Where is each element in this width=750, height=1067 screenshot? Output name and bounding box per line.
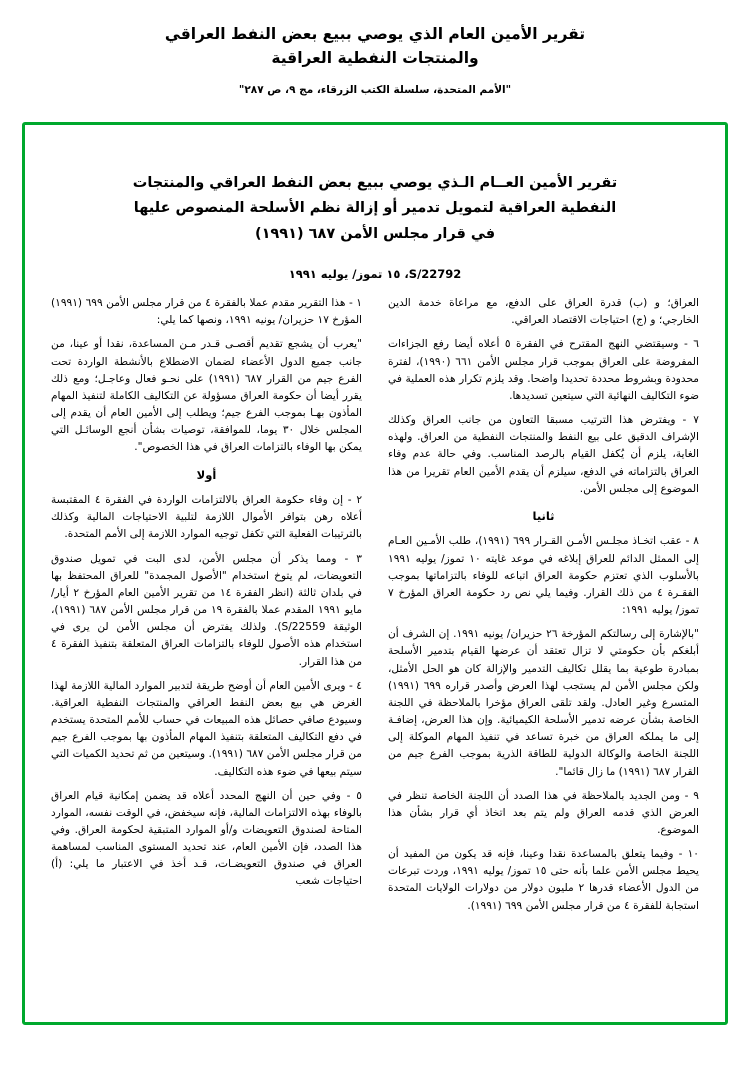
paragraph-4: ٤ - ويرى الأمين العام أن أوضح طريقة لتدبير الموارد المالية اللازمة لهذا الغرض هي بيع بعض النفط العراقي والمنتجات النفطية العراقية. وسيودع صافي حصائل هذه المبيعات في حساب للأمم المتحدة يستخدم في دفع التكاليف المتعلقة بتنفيذ المهام المأذون بها بموجب الفرع جيم من قرار مجلس الأمن ٦٨٧ (١٩٩١). وسيتعين من ثم تحديد الكميات التي سيتم بيعها في ضوء هذه التكاليف. — [51, 679, 362, 778]
header-source-citation: "الأمم المتحدة، سلسلة الكتب الزرقاء، مج ٩، ص ٢٨٧" — [238, 84, 512, 97]
iraq-government-reply-quote: "بالإشارة إلى رسالتكم المؤرخة ٢٦ حزيران/ يونيه ١٩٩١. إن الشرف أن أبلغكم بأن حكومتي لا تزال تعتقد أن عرضها القيام بتدمير الأسلحة بمبادرة طوعية بما يقلل تكاليف التدمير والإزالة كان هو الحل الأمثل، ولكن مجلس الأمن لم يستجب لهذا العرض وأصدر قراره ٦٩٩ (١٩٩١) المتسرع وغير العادل. ولقد تلقى العراق مؤخرا بالملاحظة في اللجنة الخاصة بشأن عرضه تدمير الأسلحة الكيميائية. وإن هذا العرض، إضافـة إلى ما يملكه العراق من خبرة تساعد في تنفيذ المهام الموكلة إلى اللجنة الخاصة والوكالة الدولية للطاقة الذرية بموجب الفرع جيم من القرار ٦٨٧ (١٩٩١) ما زال قائما". — [388, 628, 699, 778]
report-title-line-2: النفطية العراقية لتمويل تدمير أو إزالة نظم الأسلحة المنصوص عليها — [133, 200, 617, 217]
header-title-line-2: والمنتجات النفطية العراقية — [271, 49, 479, 68]
report-title-line-3: في قرار مجلس الأمن ٦٨٧ (١٩٩١) — [254, 225, 496, 242]
frame-inner — [25, 125, 725, 1022]
paragraph-10: ١٠ - وفيما يتعلق بالمساعدة نقدا وعينا، فإنه قد يكون من المفيد أن يحيط مجلس الأمن علما بأنه حتى ١٥ تموز/ يوليه ١٩٩١، وردت تبرعات من الدول الأعضاء قدرها ٢ مليون دولار من دولارات الولايات المتحدة استجابة للفقرة ٤ من قرار مجلس الأمن ٦٩٩ (١٩٩١). — [388, 848, 700, 912]
document-number-and-date: S/22792، ١٥ تموز/ يوليه ١٩٩١ — [288, 267, 462, 282]
report-title-line-1: تقرير الأمين العــام الـذي يوصي ببيع بعض النفط العراقي والمنتجات — [132, 175, 618, 191]
paragraph-1: ١ - هذا التقرير مقدم عملا بالفقرة ٤ من قرار مجلس الأمن ٦٩٩ (١٩٩١) المؤرخ ١٧ حزيران/ يونيه ١٩٩١، ونصها كما يلي: — [51, 297, 362, 327]
paragraph-3: ٣ - ومما يذكر أن مجلس الأمن، لدى البت في تمويل صندوق التعويضات، لم يتوخ استخدام "الأصول المجمدة" للعراق المحتفظ بها في بلدان ثالثة (انظر الفقرة ١٤ من تقرير الأمين العام المؤرخ ٢ أيار/ مايو ١٩٩١ المقدم عملا بالفقرة ١٩ من قرار مجلس الأمن ٦٨٧ (١٩٩١)، الوثيقة S/22559). ولذلك يفترض أن مجلس الأمن لن يرى في استخدام هذه الأصول للوفاء بالتزامات العراق المتعلقة بتنفيذ الفقرة ٤ من هذا القرار. — [51, 552, 363, 668]
paragraph-6: ٦ - وسيقتضي النهج المقترح في الفقرة ٥ أعلاه أيضا رفع الجزاءات المفروضة على العراق بموجب قرار مجلس الأمن ٦٦١ (١٩٩٠)، لفترة محدودة وبشروط محددة تحديدا واضحا. وقد يلزم تكرار هذه العملية في ضوء التكاليف النهائية التي سيتعين تسديدها. — [388, 338, 699, 402]
green-content-frame — [22, 122, 728, 1025]
document-header — [0, 0, 750, 98]
resolution-699-quote: "يعرب أن يشجع تقديم أقصـى قـدر مـن المساعدة، نقدا أو عينا، من جانب جميع الدول الأعضاء لضمان الاضطلاع بالأنشطة الواردة تحت الفرع جيم من القرار ٦٨٧ (١٩٩١) على نحـو فعال وعاجـل؛ ومع ذلك يقرر أيضا أن حكومة العراق مسؤولة عن التكاليف الكاملة لتنفيذ المهام المأذون بهـا بموجب الفرع جيم؛ ويطلب إلى الأمين العام أن يقدم إلى المجلس خلال ٣٠ يوما، للموافقة، توصيات بشأن أنجع الوسائـل التي يمكن بها الوفاء بالتزامات العراق في هذا الخصوص". — [51, 338, 362, 454]
section-heading-first: أولا — [196, 467, 217, 482]
paragraph-continuation-1: العراق؛ و (ب) قدرة العراق على الدفع، مع مراعاة خدمة الدين الخارجي؛ و (ج) احتياجات الاقتصاد العراقي. — [388, 297, 699, 327]
report-title — [51, 151, 699, 253]
paragraph-8: ٨ - عقب اتخـاذ مجلـس الأمـن القـرار ٦٩٩ (١٩٩١)، طلب الأمـين العـام إلى الممثل الدائم للعراق إبلاغه في موعد غايته ١٠ تموز/ يوليه ١٩٩١ بالأسلوب الذي تعتزم حكومة العراق اتباعه للوفاء بالتزاماتها بموجب الفقـرة ٤ من ذلك القرار. وفيما يلي نص رد حكومة العراق المؤرخ ٧ تموز/ يوليه ١٩٩١: — [388, 535, 700, 617]
paragraph-9: ٩ - ومن الجديد بالملاحظة في هذا الصدد أن اللجنة الخاصة تنظر في العرض الذي قدمه العراق ولم يتم بعد اتخاذ أي قرار بشأن هذا الموضوع. — [388, 789, 699, 836]
column-main — [51, 295, 362, 922]
header-title-line-1: تقرير الأمين العام الذي يوصي ببيع بعض النفط العراقي — [164, 25, 586, 43]
paragraph-5: ٥ - وفي حين أن النهج المحدد أعلاه قد يضمن إمكانية قيام العراق بالوفاء بهذه الالتزامات المالية، فإنه سيخفض، في الوقت نفسه، الموارد المتاحة لصندوق التعويضات و/أو الموارد المتبقية لحكومة العراق. وفي هذا الصدد، فإن الأمين العام، عند تحديد المستوى المناسب لمساهمة العراق في صندوق التعويضـات، قـد أخذ في الاعتبار ما يلي: (أ) احتياجات شعب — [51, 789, 362, 888]
paragraph-2: ٢ - إن وفاء حكومة العراق بالالتزامات الواردة في الفقرة ٤ المقتبسة أعلاه رهن بتوافر الأموال اللازمة لتلبية الاحتياجات المالية وكذلك بالترتيبات الفعلية التي تكفل توجيه الموارد اللازمة إلى الأمم المتحدة. — [51, 494, 363, 541]
section-heading-second: ثانيا — [532, 508, 555, 523]
two-column-body — [51, 295, 699, 922]
paragraph-7: ٧ - ويفترض هذا الترتيب مسبقا التعاون من جانب العراق وكذلك الإشراف الدقيق على بيع النفط والمنتجات النفطية من العراق. ولهذه الغاية، يلزم أن يُكفل القيام بالرصد المناسب. وفي حالة عدم وفاء العراق بالتزاماته في الدفع، سيلزم أن يقدم الأمين العام تقريرا من هذا الموضوع إلى مجلس الأمن. — [388, 414, 699, 495]
column-continuation — [388, 295, 699, 922]
